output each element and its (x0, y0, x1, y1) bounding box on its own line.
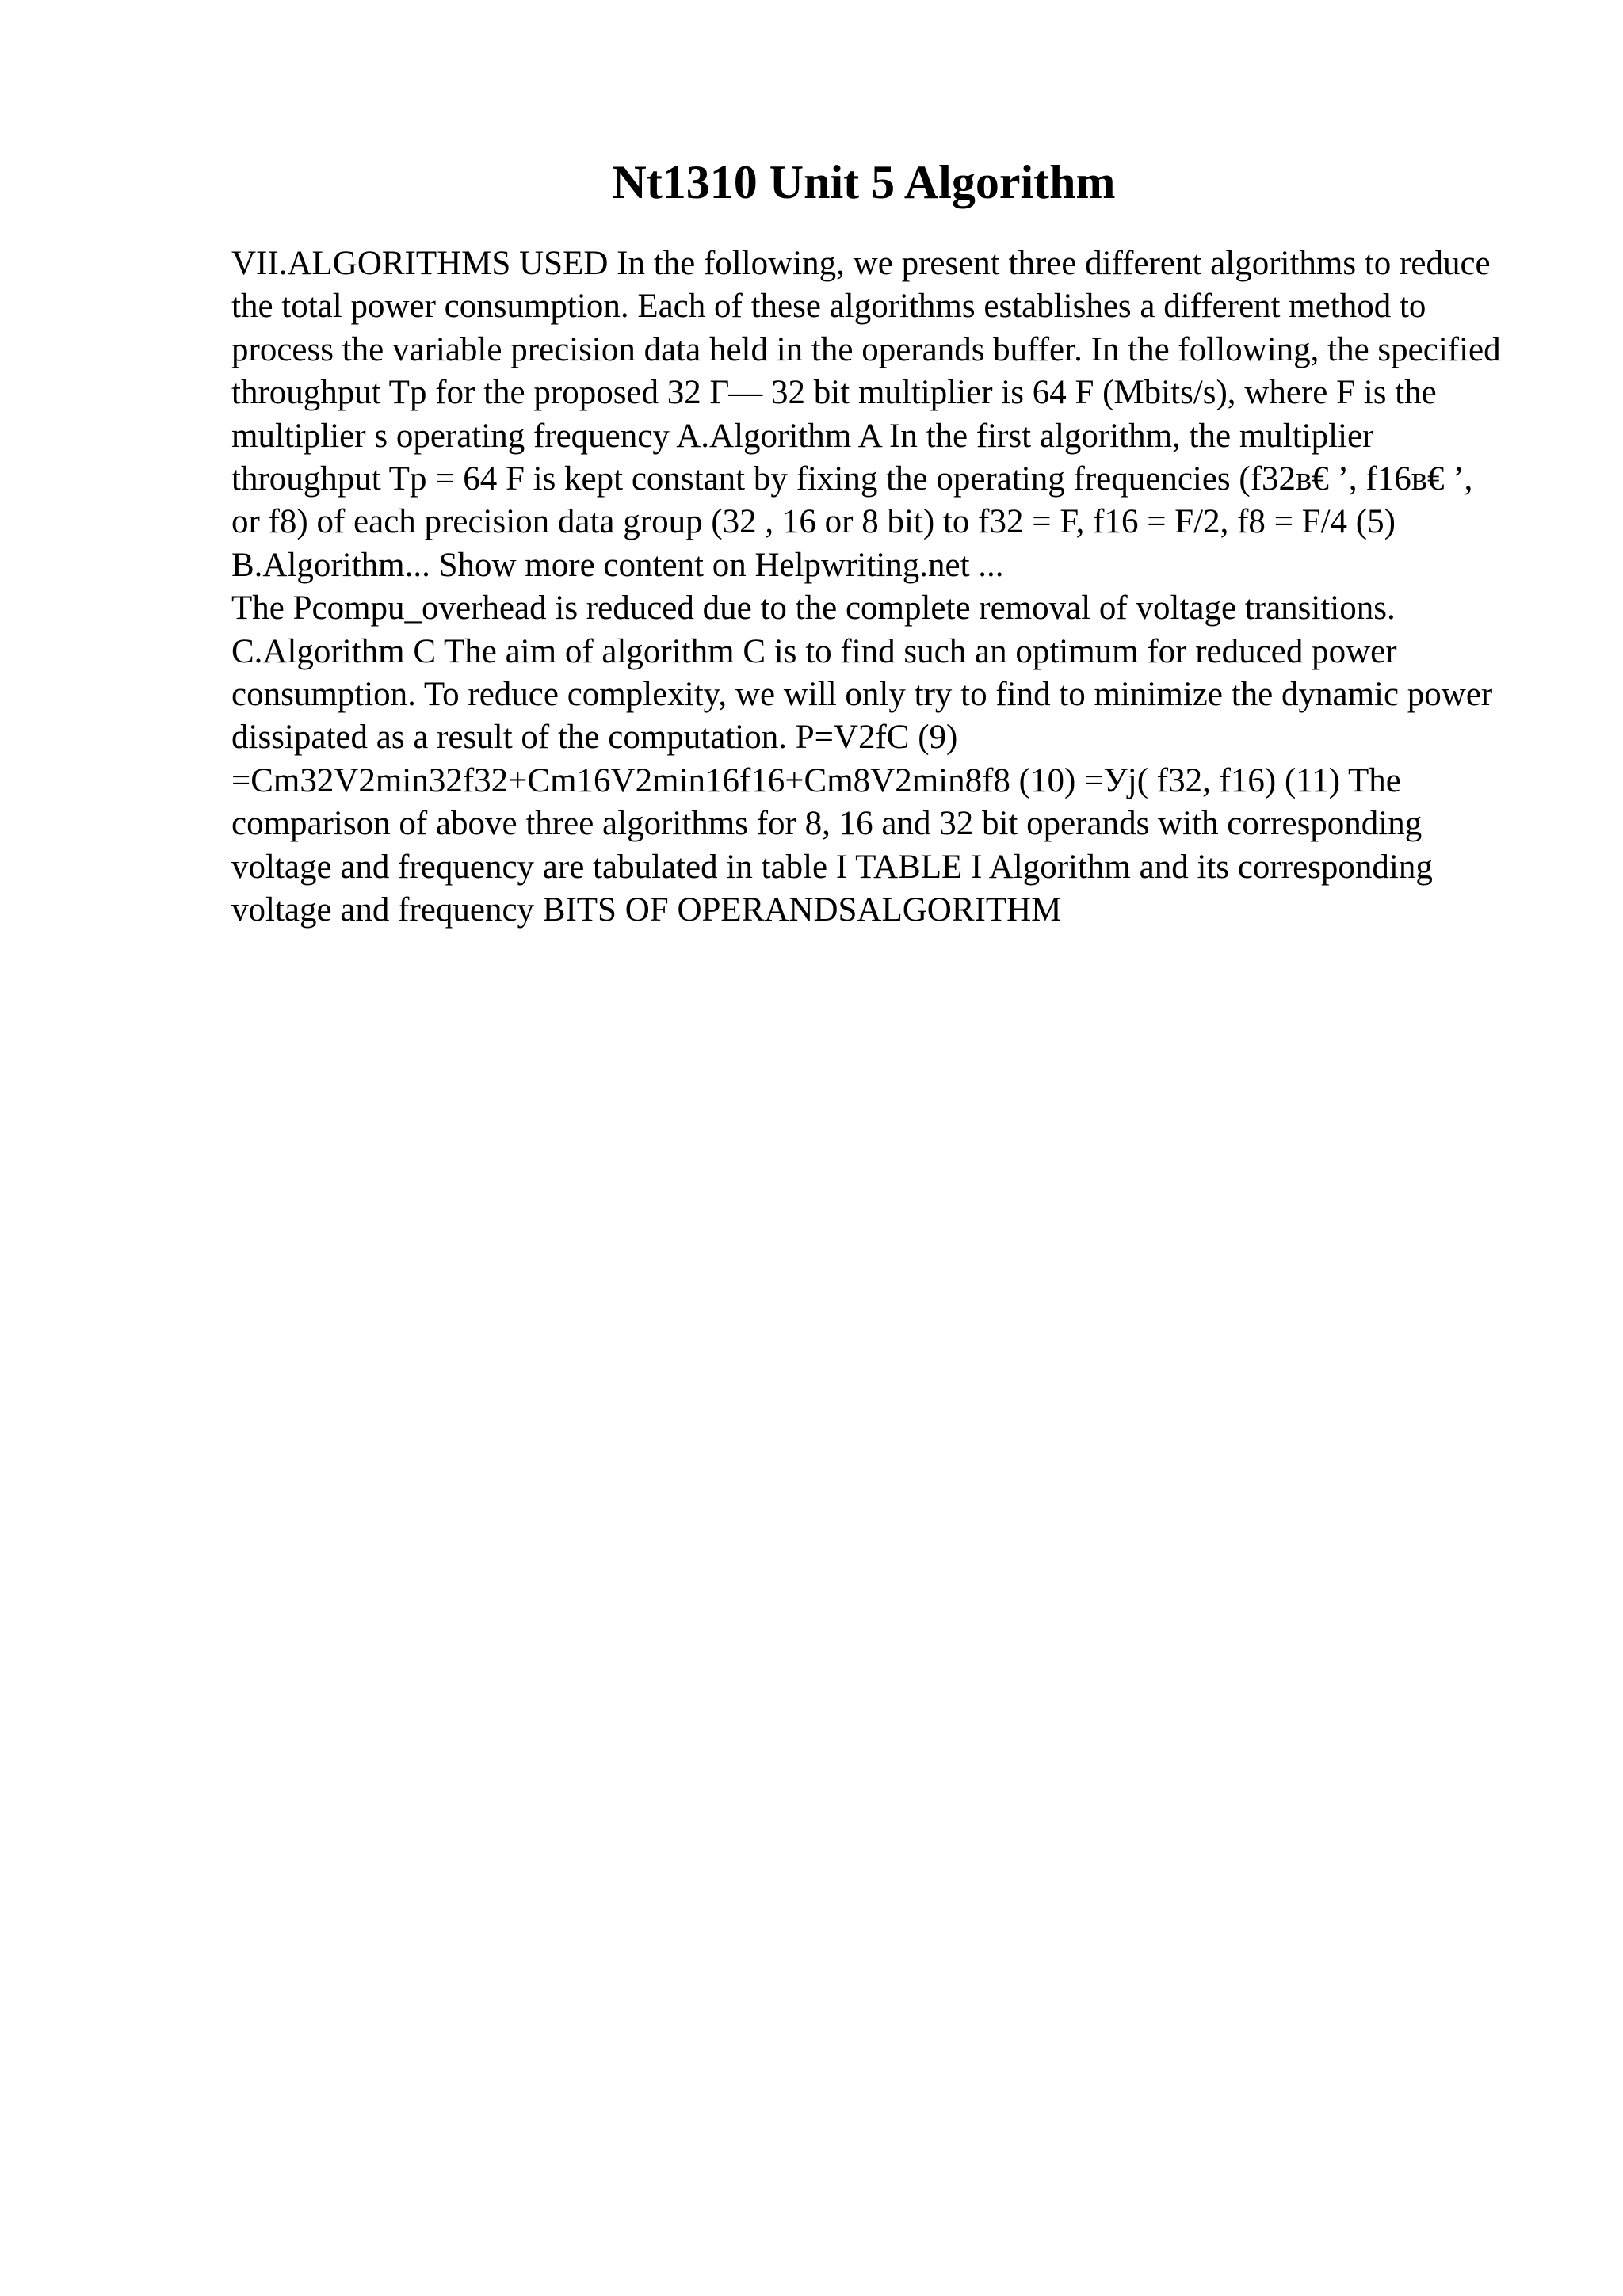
paragraph-algorithms-used: VII.ALGORITHMS USED In the following, we present three different algorithms to reduce the total power consumption. Each of these algorithms establishes a different method to process the variable precision data held in the operands buffer. In the following, the specified throughput Tp for the proposed 32 Г— 32 bit multiplier is 64 F (Mbits/s), where F is the multiplier s operating frequency A.Algorithm A In the first algorithm, the multiplier throughput Tp = 64 F is kept constant by fixing the operating frequencies (f32в€ ’, f16в€ ’, or f8) of each precision data group (32 , 16 or 8 bit) to f32 = F, f16 = F/2, f8 = F/4 (5) B.Algorithm... Show more content on Helpwriting.net ... (231, 245, 1501, 584)
document-body (231, 242, 1507, 933)
paragraph-algorithm-c: The Pcompu_overhead is reduced due to the complete removal of voltage transitions. C.Algorithm C The aim of algorithm C is to find such an optimum for reduced power consumption. To reduce complexity, we will only try to find to minimize the dynamic power dissipated as a result of the computation. P=V2fC (9) =Cm32V2min32f32+Cm16V2min16f16+Cm8V2min8f8 (10) =Уj( f32, f16) (11) The comparison of above three algorithms for 8, 16 and 32 bit operands with corresponding voltage and frequency are tabulated in table I TABLE I Algorithm and its corresponding voltage and frequency BITS OF OPERANDSALGORITHM (231, 589, 1493, 929)
page-title: Nt1310 Unit 5 Algorithm (612, 156, 1116, 208)
